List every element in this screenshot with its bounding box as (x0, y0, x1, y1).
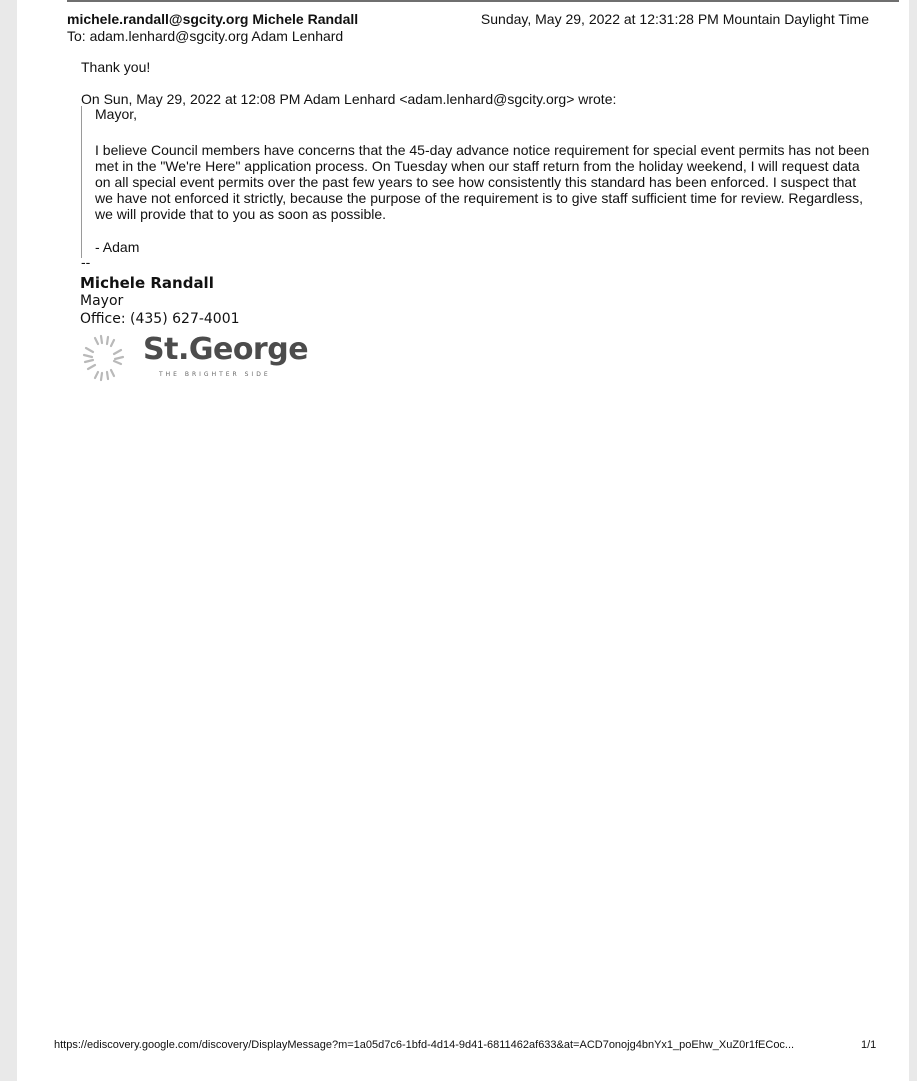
logo-wordmark: St.George (143, 332, 309, 367)
header-rule (67, 0, 899, 2)
quoted-greeting: Mayor, (95, 106, 138, 122)
logo-tagline: THE BRIGHTER SIDE (159, 371, 271, 378)
quoted-message (81, 106, 892, 258)
quote-attribution: On Sun, May 29, 2022 at 12:08 PM Adam Lenhard <adam.lenhard@sgcity.org> wrote: (81, 91, 617, 107)
quoted-paragraph: I believe Council members have concerns that the 45-day advance notice requirement for special event permits has not been met in the "We're Here" application process. On Tuesday when our staff return from the holiday weekend, I will request data on all special event permits over the past few years to see how consistently this standard has been enforced. I suspect that we have not enforced it strictly, because the purpose of the requirement is to give staff sufficient time for review. Regardless, we will provide that to you as soon as possible. (95, 142, 870, 222)
sender: michele.randall@sgcity.org Michele Randall (67, 11, 359, 27)
signature-phone: Office: (435) 627-4001 (80, 311, 240, 327)
page-number: 1/1 (861, 1039, 877, 1051)
st-george-logo (81, 332, 321, 384)
signature-separator: -- (81, 254, 91, 270)
reply-text: Thank you! (81, 59, 151, 75)
sun-rays-icon (81, 334, 137, 382)
signature-name: Michele Randall (80, 274, 214, 292)
recipient: To: adam.lenhard@sgcity.org Adam Lenhard (67, 28, 344, 44)
sent-date: Sunday, May 29, 2022 at 12:31:28 PM Mountain Daylight Time (480, 11, 869, 27)
signature-title: Mayor (80, 293, 124, 309)
document-page (17, 0, 909, 1081)
print-url: https://ediscovery.google.com/discovery/DisplayMessage?m=1a05d7c6-1bfd-4d14-9d41-6811462af633&at=ACD7onojg4bnYx1_poEhw_XuZ0r1fECoc... (54, 1039, 795, 1051)
quoted-signoff: - Adam (95, 239, 140, 255)
